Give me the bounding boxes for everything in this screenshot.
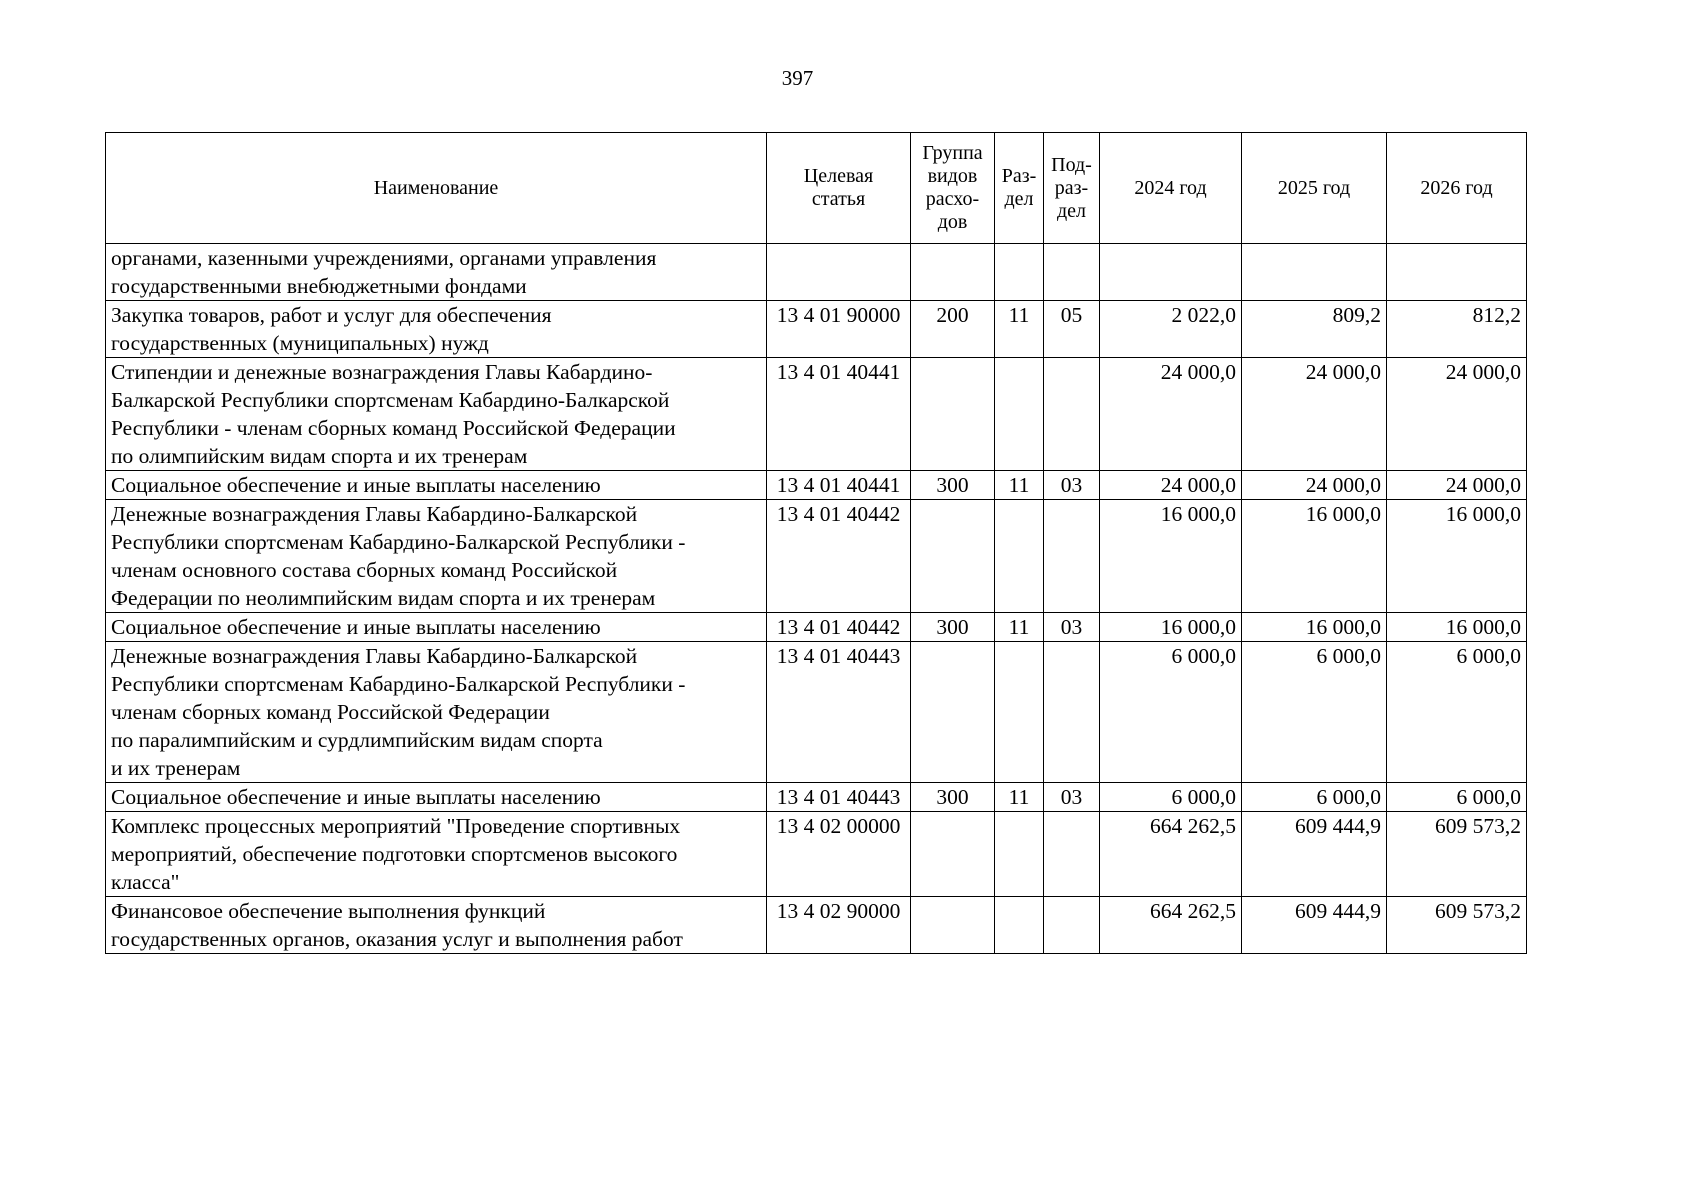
subsection-cell: 03: [1044, 471, 1100, 500]
page-number: 397: [781, 66, 814, 90]
table-row: [106, 358, 1527, 471]
section-cell: 11: [995, 301, 1044, 358]
row-name: Финансовое обеспечение выполнения функций государственных органов, оказания услуг и выполнения работ: [106, 897, 767, 954]
header-2024: 2024 год: [1100, 133, 1242, 244]
section-cell: [995, 244, 1044, 301]
subsection-cell: 03: [1044, 613, 1100, 642]
table-row: [106, 783, 1527, 812]
amount-2026-cell: [1387, 244, 1527, 301]
row-name: Социальное обеспечение и иные выплаты населению: [106, 471, 767, 500]
budget-table: [105, 132, 1527, 954]
section-cell: [995, 897, 1044, 954]
header-target-article: Целевая статья: [767, 133, 911, 244]
row-name: Стипендии и денежные вознаграждения Главы Кабардино- Балкарской Республики спортсменам Кабардино-Балкарской Республики - членам сборных команд Российской Федерации по олимпийским видам спорта и их тренерам: [106, 358, 767, 471]
target-article-cell: 13 4 01 40443: [767, 642, 911, 783]
target-article-cell: 13 4 02 90000: [767, 897, 911, 954]
subsection-cell: [1044, 244, 1100, 301]
amount-2026-cell: 609 573,2: [1387, 812, 1527, 897]
amount-2024-cell: 16 000,0: [1100, 613, 1242, 642]
row-name: Социальное обеспечение и иные выплаты населению: [106, 783, 767, 812]
subsection-cell: 03: [1044, 783, 1100, 812]
header-subsection: Под- раз- дел: [1044, 133, 1100, 244]
table-row: [106, 897, 1527, 954]
target-article-cell: 13 4 01 40441: [767, 471, 911, 500]
amount-2026-cell: 16 000,0: [1387, 613, 1527, 642]
amount-2024-cell: 16 000,0: [1100, 500, 1242, 613]
amount-2025-cell: 16 000,0: [1242, 500, 1387, 613]
header-expense-group: Группа видов расхо- дов: [911, 133, 995, 244]
subsection-cell: [1044, 500, 1100, 613]
amount-2024-cell: 6 000,0: [1100, 783, 1242, 812]
amount-2024-cell: 664 262,5: [1100, 812, 1242, 897]
subsection-cell: [1044, 358, 1100, 471]
amount-2025-cell: 809,2: [1242, 301, 1387, 358]
section-cell: 11: [995, 783, 1044, 812]
subsection-cell: 05: [1044, 301, 1100, 358]
amount-2024-cell: 24 000,0: [1100, 358, 1242, 471]
table-row: [106, 812, 1527, 897]
section-cell: [995, 642, 1044, 783]
subsection-cell: [1044, 642, 1100, 783]
table-row: [106, 613, 1527, 642]
amount-2026-cell: 24 000,0: [1387, 358, 1527, 471]
header-section: Раз- дел: [995, 133, 1044, 244]
target-article-cell: 13 4 02 00000: [767, 812, 911, 897]
row-name: органами, казенными учреждениями, органами управления государственными внебюджетными фондами: [106, 244, 767, 301]
row-name: Социальное обеспечение и иные выплаты населению: [106, 613, 767, 642]
header-name: Наименование: [106, 133, 767, 244]
amount-2026-cell: 24 000,0: [1387, 471, 1527, 500]
amount-2025-cell: 24 000,0: [1242, 471, 1387, 500]
target-article-cell: 13 4 01 40442: [767, 613, 911, 642]
section-cell: 11: [995, 471, 1044, 500]
expense-group-cell: 300: [911, 783, 995, 812]
target-article-cell: 13 4 01 40442: [767, 500, 911, 613]
section-cell: 11: [995, 613, 1044, 642]
amount-2025-cell: 6 000,0: [1242, 783, 1387, 812]
header-2025: 2025 год: [1242, 133, 1387, 244]
table-row: [106, 301, 1527, 358]
expense-group-cell: [911, 642, 995, 783]
amount-2026-cell: 16 000,0: [1387, 500, 1527, 613]
expense-group-cell: [911, 812, 995, 897]
header-row: [106, 133, 1527, 244]
row-name: Денежные вознаграждения Главы Кабардино-Балкарской Республики спортсменам Кабардино-Балкарской Республики - членам основного состава сборных команд Российской Федерации по неолимпийским видам спорта и их тренерам: [106, 500, 767, 613]
amount-2026-cell: 812,2: [1387, 301, 1527, 358]
amount-2024-cell: 664 262,5: [1100, 897, 1242, 954]
header-2026: 2026 год: [1387, 133, 1527, 244]
expense-group-cell: [911, 500, 995, 613]
amount-2025-cell: 16 000,0: [1242, 613, 1387, 642]
amount-2025-cell: 609 444,9: [1242, 812, 1387, 897]
amount-2026-cell: 6 000,0: [1387, 642, 1527, 783]
section-cell: [995, 358, 1044, 471]
amount-2024-cell: 2 022,0: [1100, 301, 1242, 358]
expense-group-cell: 300: [911, 613, 995, 642]
amount-2024-cell: 6 000,0: [1100, 642, 1242, 783]
table-row: [106, 642, 1527, 783]
amount-2026-cell: 609 573,2: [1387, 897, 1527, 954]
section-cell: [995, 812, 1044, 897]
target-article-cell: 13 4 01 90000: [767, 301, 911, 358]
amount-2024-cell: [1100, 244, 1242, 301]
expense-group-cell: 200: [911, 301, 995, 358]
expense-group-cell: [911, 897, 995, 954]
amount-2026-cell: 6 000,0: [1387, 783, 1527, 812]
expense-group-cell: [911, 244, 995, 301]
row-name: Денежные вознаграждения Главы Кабардино-Балкарской Республики спортсменам Кабардино-Балкарской Республики - членам сборных команд Российской Федерации по паралимпийским и сурдлимпийским видам спорта и их тренерам: [106, 642, 767, 783]
section-cell: [995, 500, 1044, 613]
amount-2025-cell: 24 000,0: [1242, 358, 1387, 471]
subsection-cell: [1044, 897, 1100, 954]
amount-2024-cell: 24 000,0: [1100, 471, 1242, 500]
table-row: [106, 500, 1527, 613]
amount-2025-cell: 609 444,9: [1242, 897, 1387, 954]
amount-2025-cell: 6 000,0: [1242, 642, 1387, 783]
target-article-cell: [767, 244, 911, 301]
table-row: [106, 244, 1527, 301]
table-row: [106, 471, 1527, 500]
target-article-cell: 13 4 01 40443: [767, 783, 911, 812]
subsection-cell: [1044, 812, 1100, 897]
target-article-cell: 13 4 01 40441: [767, 358, 911, 471]
expense-group-cell: [911, 358, 995, 471]
row-name: Комплекс процессных мероприятий "Проведение спортивных мероприятий, обеспечение подготовки спортсменов высокого класса": [106, 812, 767, 897]
amount-2025-cell: [1242, 244, 1387, 301]
row-name: Закупка товаров, работ и услуг для обеспечения государственных (муниципальных) нужд: [106, 301, 767, 358]
expense-group-cell: 300: [911, 471, 995, 500]
